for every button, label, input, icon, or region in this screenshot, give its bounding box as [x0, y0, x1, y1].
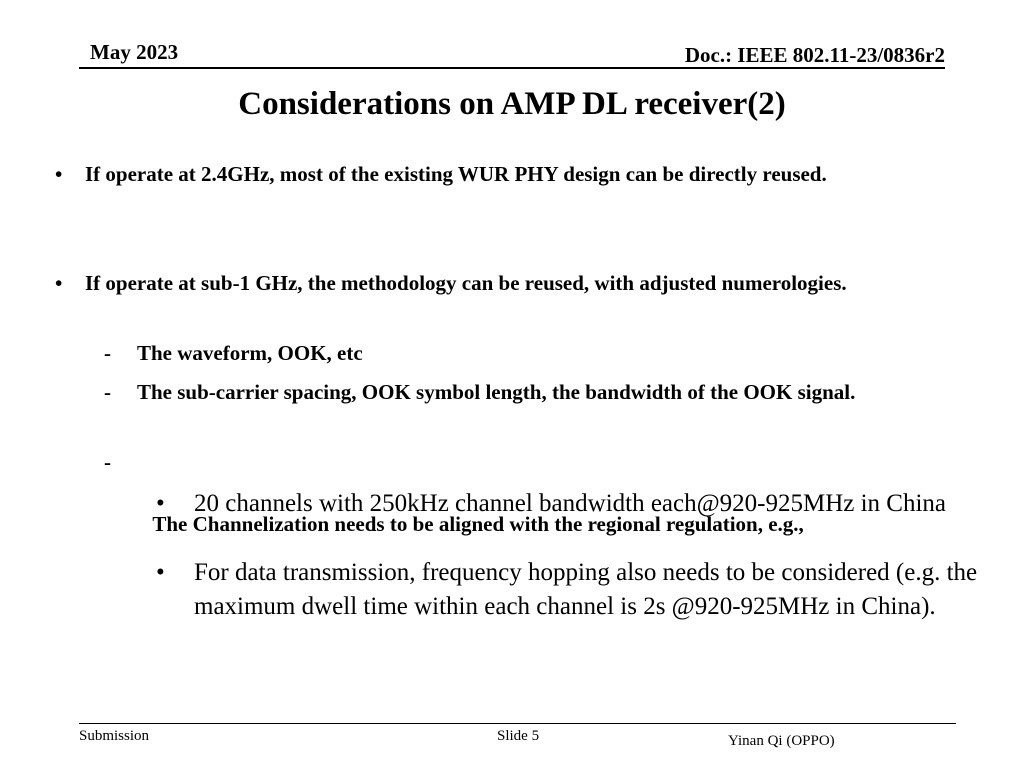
bullet-text: If operate at sub-1 GHz, the methodology can be reused, with adjusted numerologies.	[85, 271, 847, 295]
bullet-item	[55, 268, 945, 299]
footer-submission: Submission	[79, 728, 150, 744]
footer-slide-number: Slide 5	[497, 728, 540, 744]
sub-sub-item-text: 20 channels with 250kHz channel bandwidth each@920-925MHz in China	[194, 490, 947, 517]
sub-item-text: The waveform, OOK, etc	[137, 341, 363, 365]
sub-item	[104, 377, 947, 408]
sub-sub-item-text: For data transmission, frequency hopping also needs to be considered (e.g. the maximum dwell time within each channel is 2s @920-925MHz in China).	[194, 559, 978, 620]
bullet-marker: •	[55, 271, 63, 295]
header-divider	[79, 67, 945, 69]
sub-sub-item	[156, 487, 994, 521]
slide-title: Considerations on AMP DL receiver(2)	[238, 86, 786, 122]
sub-item	[104, 338, 947, 369]
sub-sub-item-marker: •	[156, 490, 165, 517]
sub-sub-item	[156, 556, 994, 624]
footer-author: Yinan Qi (OPPO)	[728, 733, 835, 749]
sub-item-text: The sub-carrier spacing, OOK symbol length, the bandwidth of the OOK signal.	[137, 380, 856, 404]
sub-item-marker: -	[104, 380, 111, 404]
sub-sub-item-marker: •	[156, 559, 165, 586]
sub-item-text: The Channelization needs to be aligned with the regional regulation, e.g.,	[147, 512, 804, 536]
footer-divider	[79, 723, 956, 724]
bullet-text: If operate at 2.4GHz, most of the existing WUR PHY design can be directly reused.	[85, 162, 827, 186]
sub-item-marker: -	[104, 341, 111, 365]
header-date: May 2023	[90, 40, 179, 64]
bullet-item	[55, 159, 945, 190]
header-doc-id: Doc.: IEEE 802.11-23/0836r2	[684, 43, 945, 67]
sub-item-marker: -	[104, 450, 111, 474]
bullet-marker: •	[55, 162, 63, 186]
